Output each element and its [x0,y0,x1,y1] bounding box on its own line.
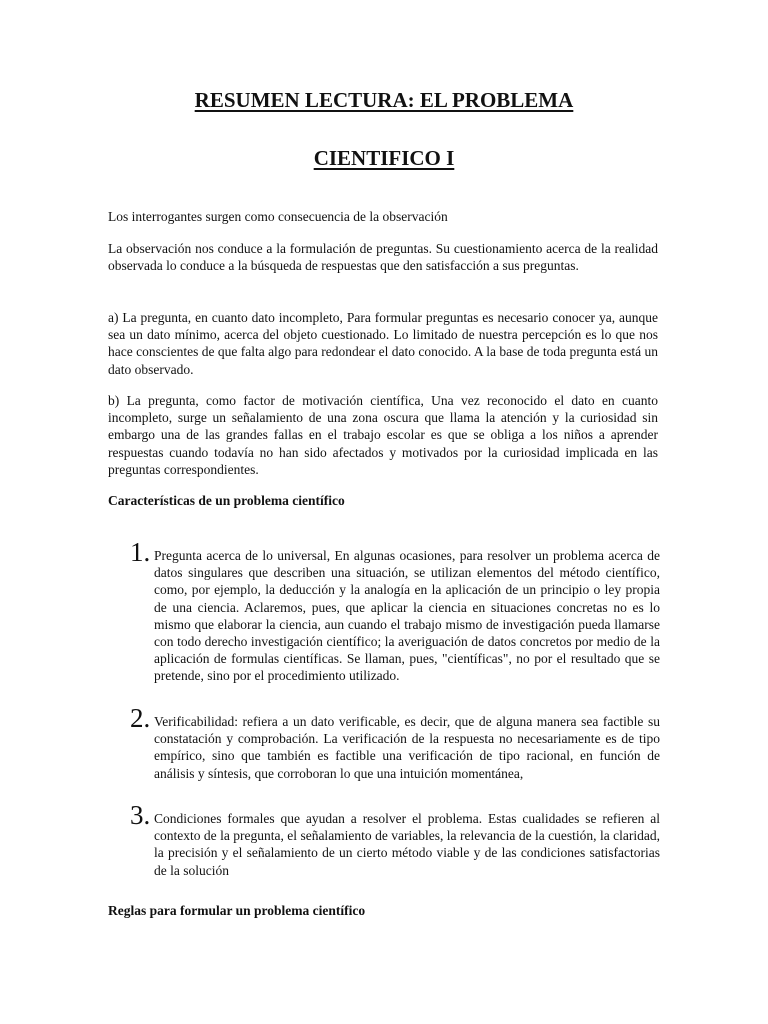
list-item-text: Verificabilidad: refiera a un dato verificable, es decir, que de alguna manera sea factible su constatación y comprobación. La verificación de la respuesta no necesariamente es de tipo empírico, sino que también es factible una verificación de tipo racional, en función de análisis y síntesis, que corroboran lo que una intuición momentánea, [154,714,660,781]
list-number: 1. [130,537,151,567]
numbered-list [108,537,660,685]
list-item-text: Condiciones formales que ayudan a resolver el problema. Estas cualidades se refieren al contexto de la pregunta, el señalamiento de variables, la relevancia de la cuestión, la claridad, la precisión y el señalamiento de un cierto método viable y de las condiciones satisfactorias de la solución [154,811,660,878]
list-number: 2. [130,703,151,733]
list-item [108,537,660,685]
section-heading-block-2 [108,902,658,919]
section-heading-rules: Reglas para formular un problema científico [108,903,366,918]
numbered-list-2 [108,703,660,782]
list-number: 3. [130,800,151,830]
paragraph-b: b) La pregunta, como factor de motivación científica, Una vez reconocido el dato en cuanto incompleto, surge un señalamiento de una zona oscura que llama la atención y la curiosidad sin embargo una de las grandes fallas en el trabajo escolar es que se obliga a los niños a aprender respuestas cuando todavía no han sido afectados y motivados por la curiosidad implicada en las preguntas correspondientes. [108,393,658,477]
paragraph-block-2 [108,240,658,274]
title-line-2: CIENTIFICO I [313,146,455,170]
section-heading-characteristics: Características de un problema científico [108,493,345,508]
paragraph-a: a) La pregunta, en cuanto dato incompleto, Para formular preguntas es necesario conocer ya, aunque sea un dato mínimo, acerca del objeto cuestionado. Lo limitado de nuestra percepción es lo que nos hace conscientes de que falta algo para redondear el dato conocido. A la base de toda pregunta está un dato observado. [108,310,658,377]
paragraph-1: Los interrogantes surgen como consecuencia de la observación [108,209,448,224]
list-item [108,703,660,782]
paragraph-block-4 [108,392,658,478]
list-item [108,800,660,879]
list-item-text: Pregunta acerca de lo universal, En algunas ocasiones, para resolver un problema acerca de datos singulares que describen una situación, se utilizan elementos del método científico, como, por ejemplo, la deducción y la analogía en la aplicación de un principio o ley propia de una ciencia. Aclaremos, pues, que aplicar la ciencia en situaciones concretas no es lo mismo que elaborar la ciencia, aun cuando el trabajo mismo de investigación pueda llamarse con todo derecho investigación científico; la averiguación de datos concretos por medio de la aplicación de formulas científicas. Se llaman, pues, "científicas", no por el resultado que se pretende, sino por el procedimiento utilizado. [154,548,660,684]
paragraph-block-3 [108,309,658,378]
paragraph-intro [108,208,658,225]
paragraph-2: La observación nos conduce a la formulación de preguntas. Su cuestionamiento acerca de la realidad observada lo conduce a la búsqueda de respuestas que den satisfacción a sus preguntas. [108,241,658,274]
title-line-1: RESUMEN LECTURA: EL PROBLEMA [194,88,574,112]
section-heading-block-1 [108,492,658,509]
numbered-list-3 [108,800,660,879]
